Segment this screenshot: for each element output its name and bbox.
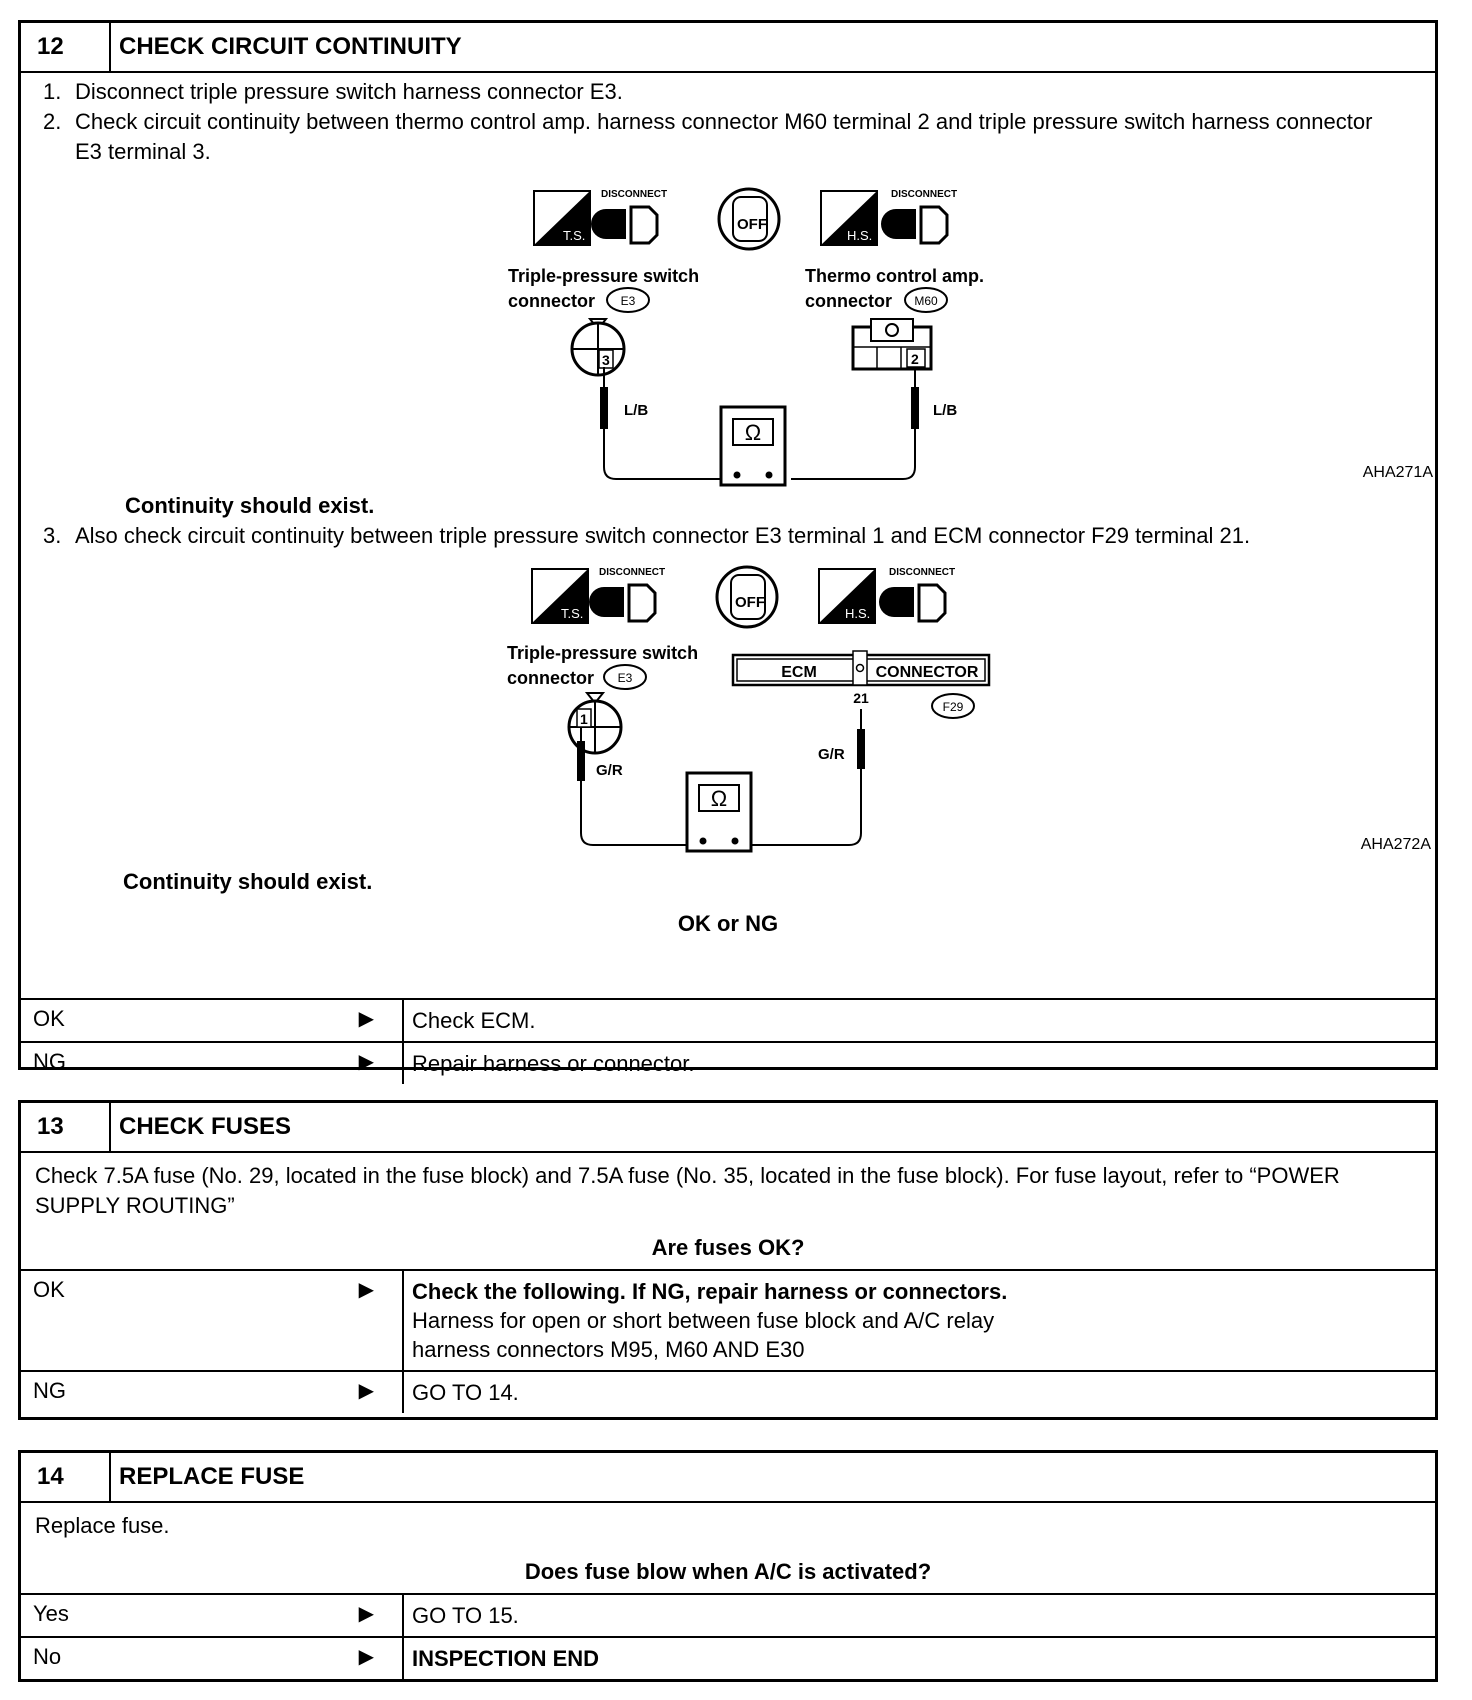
step-14-header	[21, 1453, 1435, 1503]
continuity-result-2: Continuity should exist.	[123, 869, 373, 894]
result-label: NG	[33, 1049, 66, 1074]
continuity-diagram-2	[21, 551, 1431, 871]
result-label: OK	[33, 1006, 65, 1031]
result-row	[21, 1593, 1435, 1636]
result-row	[21, 1370, 1435, 1413]
result-action: Repair harness or connector.	[412, 1051, 695, 1076]
ts-icon	[532, 569, 588, 623]
svg-text:Ω: Ω	[744, 420, 762, 445]
ohmmeter-icon	[721, 407, 785, 485]
continuity-diagram-1	[21, 167, 1433, 497]
hs-icon	[819, 569, 875, 623]
result-question: Are fuses OK?	[651, 1235, 805, 1260]
instruction-list	[35, 77, 1421, 167]
svg-text:connector: connector	[805, 291, 893, 311]
disconnect-connector-icon	[591, 189, 667, 243]
instruction-item: 1. Disconnect triple pressure switch harness connector E3.	[43, 79, 623, 104]
result-row	[21, 1041, 1435, 1084]
step-12-header	[21, 23, 1435, 73]
svg-text:1: 1	[580, 711, 588, 727]
result-row	[21, 1269, 1435, 1370]
ignition-off-icon	[717, 567, 777, 627]
result-action: Check ECM.	[412, 1008, 536, 1033]
result-label: NG	[33, 1378, 66, 1403]
step-title: REPLACE FUSE	[119, 1463, 305, 1490]
svg-text:DISCONNECT: DISCONNECT	[889, 567, 956, 578]
e3-connector	[569, 693, 621, 753]
svg-text:E3: E3	[617, 671, 633, 685]
ts-icon	[534, 191, 590, 245]
ohmmeter-icon	[687, 773, 751, 851]
svg-text:3: 3	[602, 352, 610, 368]
step-12-body	[21, 73, 1435, 998]
arrow-right-icon: ▶	[358, 1603, 374, 1625]
svg-text:F29: F29	[942, 700, 964, 714]
svg-text:H.S.: H.S.	[845, 606, 871, 621]
arrow-right-icon: ▶	[358, 1051, 374, 1073]
disconnect-connector-icon	[879, 567, 955, 621]
result-question: OK or NG	[677, 911, 779, 936]
hs-icon	[821, 191, 877, 245]
svg-text:H.S.: H.S.	[847, 228, 873, 243]
step-text: Check 7.5A fuse (No. 29, located in the fuse block) and 7.5A fuse (No. 35, located in the fuse block). For fuse layout, refer to “POWER SUPPLY ROUTING”	[35, 1163, 1340, 1218]
svg-text:connector: connector	[508, 291, 596, 311]
step-12-block	[18, 20, 1438, 1076]
svg-text:L/B: L/B	[624, 402, 649, 419]
result-label: No	[33, 1644, 62, 1669]
svg-text:L/B: L/B	[933, 402, 958, 419]
svg-text:DISCONNECT: DISCONNECT	[599, 567, 666, 578]
svg-text:Thermo control amp.: Thermo control amp.	[805, 266, 985, 286]
ignition-off-icon	[719, 189, 779, 249]
continuity-result-1: Continuity should exist.	[125, 493, 375, 518]
svg-text:M60: M60	[914, 294, 938, 308]
svg-text:DISCONNECT: DISCONNECT	[601, 189, 668, 200]
instruction-item: 2. Check circuit continuity between thermo control amp. harness connector M60 terminal 2 and triple pressure switch harness connector E3 terminal 3.	[43, 109, 1373, 164]
svg-text:CONNECTOR: CONNECTOR	[875, 664, 979, 681]
svg-text:G/R: G/R	[596, 762, 623, 779]
result-action: GO TO 15.	[412, 1603, 519, 1628]
svg-text:Ω: Ω	[710, 786, 728, 811]
result-label: Yes	[33, 1601, 69, 1626]
step-number: 14	[21, 1453, 111, 1501]
svg-text:OFF: OFF	[737, 216, 767, 233]
svg-text:AHA271A: AHA271A	[1362, 464, 1433, 481]
m60-connector	[853, 319, 931, 369]
step-number: 12	[21, 23, 111, 71]
step-text: Replace fuse.	[35, 1513, 170, 1538]
result-label: OK	[33, 1277, 65, 1302]
svg-text:ECM: ECM	[781, 664, 817, 681]
step-title: CHECK FUSES	[119, 1113, 292, 1140]
svg-text:Triple-pressure switch: Triple-pressure switch	[508, 266, 700, 286]
arrow-right-icon: ▶	[358, 1380, 374, 1402]
svg-text:OFF: OFF	[735, 594, 765, 611]
arrow-right-icon: ▶	[358, 1008, 374, 1030]
step-13-block	[18, 1100, 1438, 1420]
result-action: GO TO 14.	[412, 1380, 519, 1405]
svg-text:T.S.: T.S.	[561, 606, 584, 621]
ecm-connector	[733, 651, 989, 685]
svg-text:DISCONNECT: DISCONNECT	[891, 189, 958, 200]
disconnect-connector-icon	[589, 567, 665, 621]
step-13-body	[21, 1153, 1435, 1269]
svg-text:E3: E3	[620, 294, 636, 308]
svg-text:AHA272A: AHA272A	[1360, 836, 1431, 853]
result-question: Does fuse blow when A/C is activated?	[524, 1559, 932, 1584]
result-action: INSPECTION END	[412, 1646, 600, 1671]
step-number: 13	[21, 1103, 111, 1151]
svg-text:Triple-pressure switch: Triple-pressure switch	[507, 643, 699, 663]
step-14-block	[18, 1450, 1438, 1682]
instruction-list	[35, 521, 1421, 551]
svg-text:T.S.: T.S.	[563, 228, 586, 243]
svg-text:G/R: G/R	[818, 746, 845, 763]
result-row	[21, 1636, 1435, 1679]
disconnect-connector-icon	[881, 189, 957, 243]
result-row	[21, 998, 1435, 1041]
result-action: Check the following. If NG, repair harness or connectors. Harness for open or short between fuse block and A/C relay harness connectors M95, M60 AND E30	[412, 1279, 1008, 1362]
arrow-right-icon: ▶	[358, 1279, 374, 1301]
step-title: CHECK CIRCUIT CONTINUITY	[119, 33, 462, 60]
svg-text:21: 21	[853, 690, 869, 706]
arrow-right-icon: ▶	[358, 1646, 374, 1668]
svg-text:2: 2	[911, 351, 919, 367]
step-13-header	[21, 1103, 1435, 1153]
e3-connector	[572, 319, 624, 375]
step-14-body	[21, 1503, 1435, 1593]
instruction-item: 3. Also check circuit continuity between triple pressure switch connector E3 terminal 1 and ECM connector F29 terminal 21.	[43, 523, 1251, 548]
svg-text:connector: connector	[507, 668, 595, 688]
